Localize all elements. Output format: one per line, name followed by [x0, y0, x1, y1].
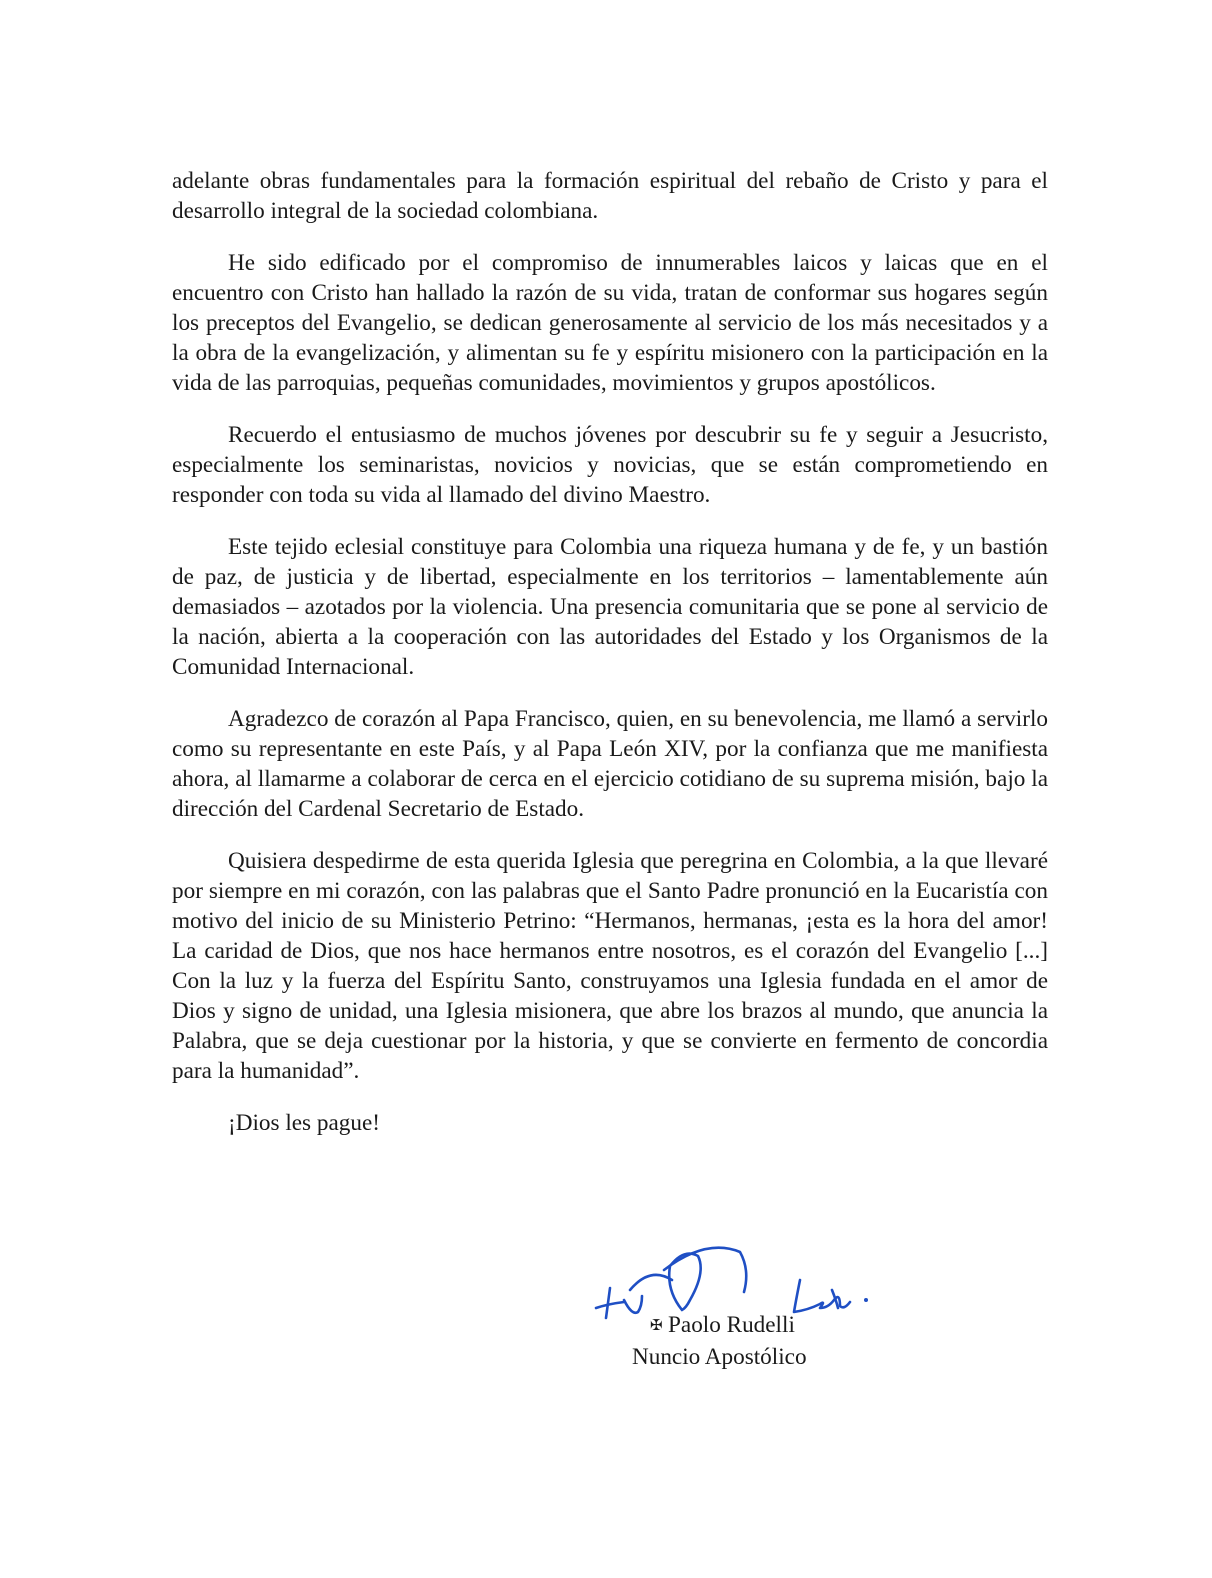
- handwritten-signature: [594, 1230, 894, 1320]
- paragraph-agradecimiento: Agradezco de corazón al Papa Francisco, quien, en su benevolencia, me llamó a servirlo como su representante en este País, y al Papa León XIV, por la confianza que me manifiesta ahora, al llamarme a colaborar de cerca en el ejercicio cotidiano de su suprema misión, bajo la dirección del Cardenal Secretario de Estado.: [172, 706, 1048, 822]
- paragraph-tejido-eclesial: Este tejido eclesial constituye para Colombia una riqueza humana y de fe, y un bastión de paz, de justicia y de libertad, especialmente en los territorios – lamentablemente aún demasiados – azotados por la violencia. Una presencia comunitaria que se pone al servicio de la nación, abierta a la cooperación con las autoridades del Estado y los Organismos de la Comunidad Internacional.: [172, 534, 1048, 680]
- signatory-name: [650, 1312, 795, 1339]
- closing-line: ¡Dios les pague!: [228, 1110, 380, 1136]
- episcopal-cross-icon: ✠: [650, 1318, 663, 1334]
- signature-block: [594, 1230, 894, 1380]
- signatory-title: Nuncio Apostólico: [632, 1344, 807, 1370]
- paragraph-laicos: He sido edificado por el compromiso de innumerables laicos y laicas que en el encuentro con Cristo han hallado la razón de su vida, tratan de conformar sus hogares según los preceptos del Evangelio, se dedican generosamente al servicio de los más necesitados y a la obra de la evangelización, y alimentan su fe y espíritu misionero con la participación en la vida de las parroquias, pequeñas comunidades, movimientos y grupos apostólicos.: [172, 250, 1048, 396]
- signatory-name-text: Paolo Rudelli: [668, 1312, 795, 1338]
- paragraph-continuation: adelante obras fundamentales para la formación espiritual del rebaño de Cristo y para el desarrollo integral de la sociedad colombiana.: [172, 168, 1048, 224]
- letter-body: [172, 166, 1048, 1138]
- paragraph-jovenes: Recuerdo el entusiasmo de muchos jóvenes por descubrir su fe y seguir a Jesucristo, especialmente los seminaristas, novicios y novicias, que se están comprometiendo en responder con toda su vida al llamado del divino Maestro.: [172, 422, 1048, 508]
- paragraph-despedida: Quisiera despedirme de esta querida Iglesia que peregrina en Colombia, a la que llevaré por siempre en mi corazón, con las palabras que el Santo Padre pronunció en la Eucaristía con motivo del inicio de su Ministerio Petrino: “Hermanos, hermanas, ¡esta es la hora del amor! La caridad de Dios, que nos hace hermanos entre nosotros, es el corazón del Evangelio [...] Con la luz y la fuerza del Espíritu Santo, construyamos una Iglesia fundada en el amor de Dios y signo de unidad, una Iglesia misionera, que abre los brazos al mundo, que anuncia la Palabra, que se deja cuestionar por la historia, y que se convierte en fermento de concordia para la humanidad”.: [172, 848, 1048, 1084]
